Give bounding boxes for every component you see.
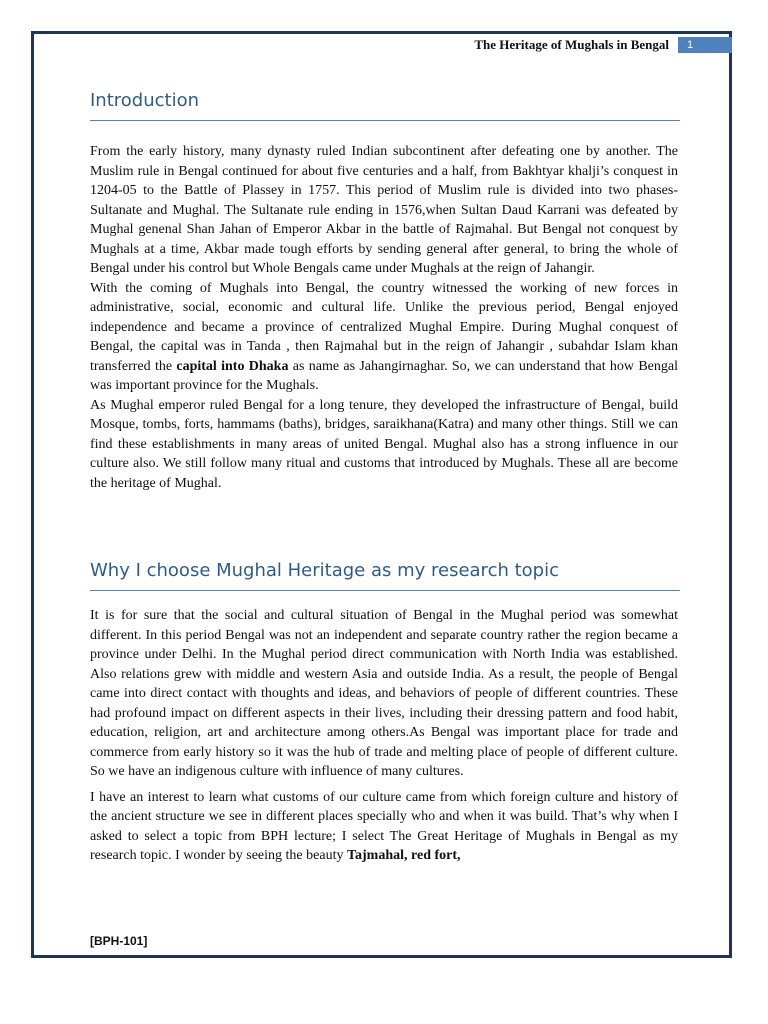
footer-course-code: [BPH-101]: [90, 934, 148, 948]
bold-phrase: Tajmahal, red fort,: [346, 848, 461, 863]
introduction-body: [90, 142, 678, 493]
bold-phrase: capital into Dhaka: [176, 358, 289, 374]
paragraph: It is for sure that the social and cultural situation of Bengal in the Mughal period was somewhat different. In this period Bengal was not an independent and separate country rather the region became a province under Delhi. In the Mughal period direct communication with North India was established. Also relations grew with middle and western Asia and outside India. As a result, the people of Bengal came into direct contact with thoughts and ideas, and behaviors of people of different countries. These had profound impact on different aspects in their lives, including their dressing pattern and food habit, education, religion, art and architecture among others.As Bengal was important place for trade and commerce from early history so it was the hub of trade and melting place of people of different culture. So we have an indigenous culture with influence of many cultures.: [90, 608, 678, 779]
section-heading-research-topic: Why I choose Mughal Heritage as my research topic: [90, 560, 680, 591]
running-header: [474, 37, 732, 53]
paragraph: With the coming of Mughals into Bengal, the country witnessed the working of new forces in administrative, social, economic and cultural life. Unlike the previous period, Bengal enjoyed independence and became a province of centralized Mughal Empire. During Mughal conquest of Bengal, the capital was in Tanda , then Rajmahal but in the reign of Jahangir , subahdar Islam khan transferred the capital into Dhaka as name as Jahangirnaghar. So, we can understand that how Bengal was important province for the Mughals.: [90, 280, 678, 393]
section-heading-introduction: Introduction: [90, 90, 680, 121]
header-title: The Heritage of Mughals in Bengal: [474, 37, 669, 52]
page-number-badge: 1: [678, 37, 732, 53]
paragraph: As Mughal emperor ruled Bengal for a long tenure, they developed the infrastructure of Bengal, build Mosque, tombs, forts, hammams (baths), bridges, saraikhana(Katra) and many other things. Still we can find these establishments in many areas of united Bengal. Mughal also has a strong influence in our culture also. We still follow many ritual and customs that introduced by Mughals. These all are become the heritage of Mughal.: [90, 397, 678, 491]
paragraph: I have an interest to learn what customs of our culture came from which foreign culture and history of the ancient structure we see in different places specially who and when it was build. That’s why when I asked to select a topic from BPH lecture; I select The Great Heritage of Mughals in Bengal as my research topic. I wonder by seeing the beauty Tajmahal, red fort,: [90, 789, 678, 863]
paragraph: From the early history, many dynasty ruled Indian subcontinent after defeating one by another. The Muslim rule in Bengal continued for about five centuries and a half, from Bakhtyar khalji’s conquest in 1204-05 to the Battle of Plassey in 1757. This period of Muslim rule is divided into two phases- Sultanate and Mughal. The Sultanate rule ending in 1576,when Sultan Daud Karrani was defeated by Mughal genenal Shan Jahan of Emperor Akbar in the battle of Rajmahal. But Bengal not conquest by Mughals at a time, Akbar made tough efforts by sending general after general, to bring the whole of Bengal under his control but Whole Bengals came under Mughals at the reign of Jahangir.: [90, 144, 678, 276]
research-topic-body: [90, 606, 678, 866]
